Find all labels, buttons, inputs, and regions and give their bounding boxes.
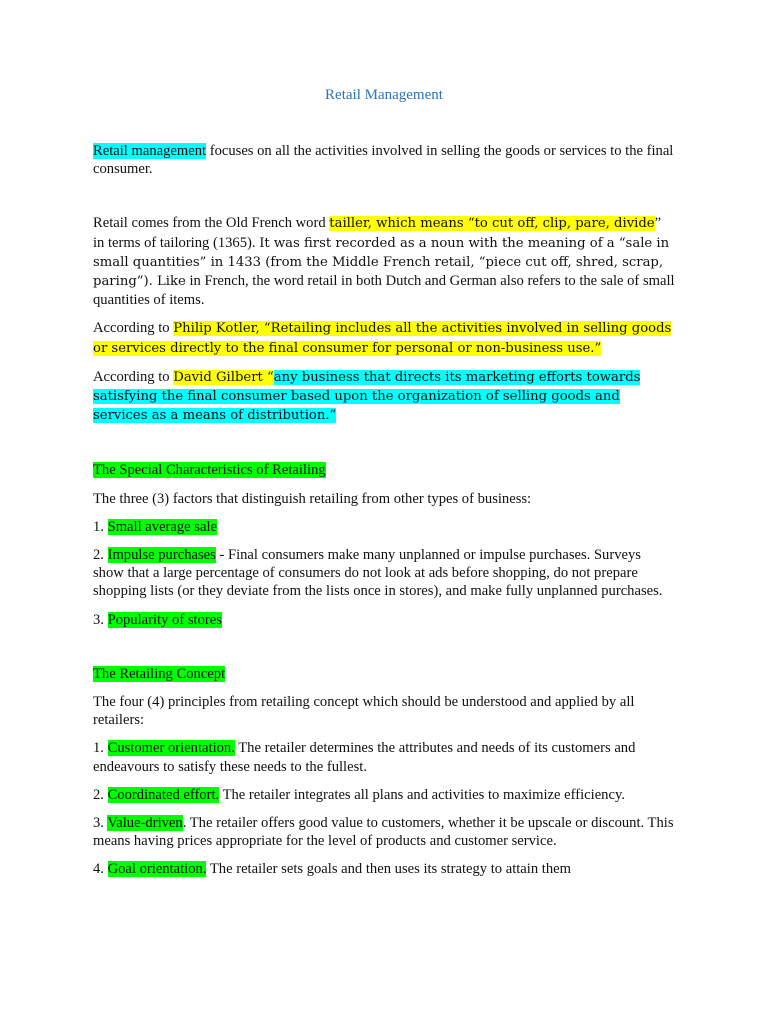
list-item-text: . The retailer offers good value to customers, whether it be upscale or discount. This means having prices appropriate for the level of products and customer service. (93, 815, 674, 850)
list-item-label: Goal orientation. (107, 861, 207, 878)
gilbert-name: David Gilbert “ (173, 369, 274, 385)
list-item-text: The retailer sets goals and then uses its strategy to attain them (206, 861, 571, 878)
list-item-label: Customer orientation. (107, 740, 235, 757)
list-number: 1. (93, 518, 108, 535)
section-heading (93, 461, 675, 479)
gilbert-quote: any business that directs its marketing efforts towards satisfying the final consumer based upon the organization of selling goods and services as a means of distribution.” (93, 369, 641, 424)
list-item-label: Coordinated effort. (107, 786, 220, 803)
paragraph-text: According to (93, 368, 174, 385)
list-item (93, 786, 675, 804)
list-item (93, 611, 675, 629)
list-item (93, 860, 675, 878)
list-number: 4. (93, 861, 108, 878)
section-heading-text: The Special Characteristics of Retailing (93, 462, 326, 479)
etymology-paragraph (93, 214, 675, 309)
list-item (93, 546, 675, 601)
section-intro: The four (4) principles from retailing concept which should be understood and applied by all retailers: (93, 694, 635, 729)
paragraph-text: ” in terms of tailoring (1365). (93, 215, 662, 251)
gilbert-paragraph (93, 368, 675, 426)
page-title: Retail Management (325, 87, 443, 103)
list-item-text: The retailer integrates all plans and activities to maximize efficiency. (219, 786, 625, 803)
intro-paragraph (93, 142, 675, 178)
list-number: 1. (93, 740, 108, 757)
list-item (93, 814, 675, 850)
list-number: 3. (93, 815, 108, 832)
section-intro: The three (3) factors that distinguish retailing from other types of business: (93, 490, 532, 507)
list-item-text: The retailer determines the attributes and needs of its customers and endeavours to satisfy these needs to the fullest. (93, 740, 636, 775)
list-item (93, 739, 675, 775)
section-heading-text: The Retailing Concept (93, 665, 226, 682)
paragraph-text: in French, the word retail in both Dutch and German also refers to the sale of small quantities of items. (93, 273, 675, 309)
highlighted-phrase: tailler, which means “to cut off, clip, pare, divide (329, 216, 655, 232)
paragraph-text: focuses on all the activities involved in selling the goods or services to the final consumer. (93, 143, 674, 178)
list-item-label: Value-driven (107, 815, 183, 832)
list-item-text: - Final consumers make many unplanned or impulse purchases. Surveys show that a large percentage of consumers do not look at ads before shopping, do not prepare shopping lists (or they deviate from the lists once in stores), and make fully unplanned purchases. (93, 547, 663, 600)
paragraph-text: Retail comes from the Old French word (93, 215, 330, 232)
list-number: 2. (93, 547, 108, 564)
list-item-label: Impulse purchases (107, 547, 216, 564)
paragraph-text: According to (93, 320, 174, 337)
paragraph-text-alt-font: It was first recorded as a noun with the meaning of a “sale in small quantities” in 1433 (from the Middle French retail, “piece cut off, shred, scrap, paring”). Like (93, 235, 670, 290)
list-item-label: Small average sale (107, 518, 217, 535)
list-item-label: Popularity of stores (107, 611, 222, 628)
section-heading (93, 665, 675, 683)
list-number: 2. (93, 786, 108, 803)
list-number: 3. (93, 611, 108, 628)
kotler-paragraph (93, 319, 675, 357)
document-body (93, 142, 675, 879)
kotler-quote: Philip Kotler, “Retailing includes all the activities involved in selling goods or services directly to the final consumer for personal or non-business use.” (93, 321, 672, 356)
highlighted-term: Retail management (93, 143, 207, 159)
list-item (93, 518, 675, 536)
